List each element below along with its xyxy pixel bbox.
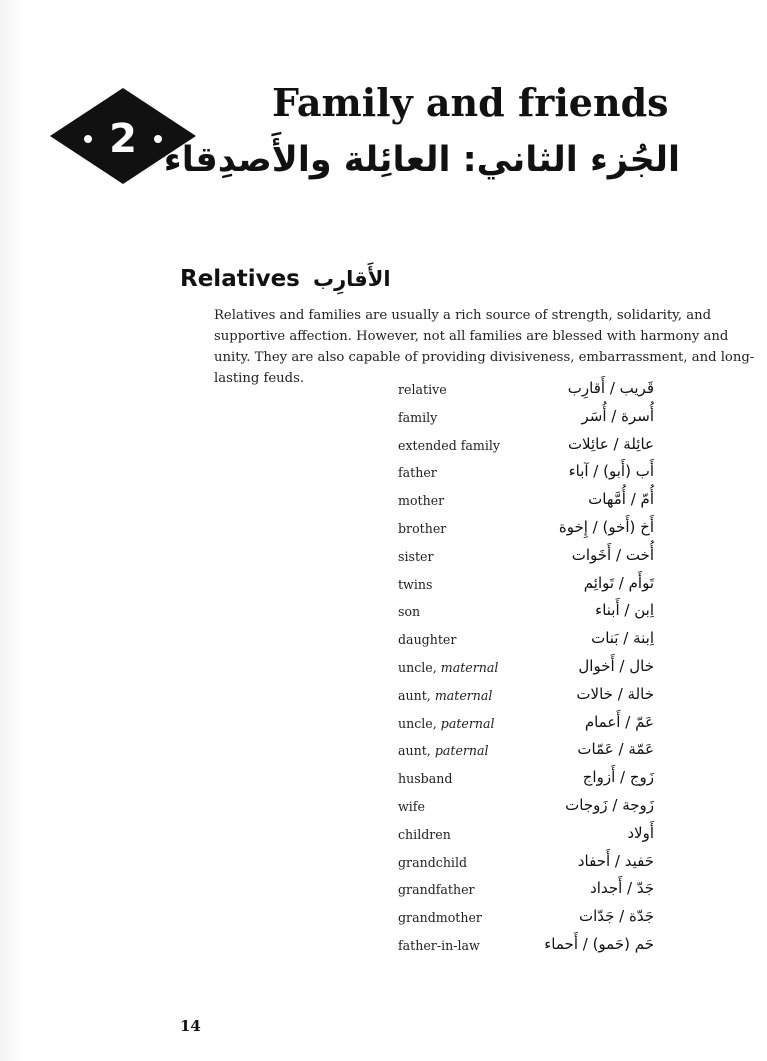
vocab-arabic-term: زَوج / أَزواج <box>582 768 654 787</box>
vocab-arabic-term: اِبنة / بَنات <box>591 629 654 648</box>
vocab-english-term <box>398 410 437 425</box>
vocab-english-word: children <box>398 826 451 842</box>
vocab-arabic-term: حَم (حَمو) / أَحماء <box>544 934 654 953</box>
vocab-english-term <box>398 632 456 647</box>
section-title-arabic: الأَقارِب <box>312 267 391 291</box>
vocab-arabic-term: زَوجة / زَوجات <box>565 795 654 814</box>
vocab-arabic-term: قَريب / أَقارِب <box>567 379 654 397</box>
vocab-english-word: father-in-law <box>398 937 480 953</box>
vocab-english-term <box>398 549 434 564</box>
vocab-arabic-term: أُخت / أَخَوات <box>571 545 654 564</box>
vocab-row <box>398 712 654 740</box>
vocab-arabic-term: حَفيد / أَحفاد <box>577 851 654 870</box>
page-edge-shadow <box>0 0 22 1061</box>
vocab-english-word: family <box>398 409 438 425</box>
vocab-english-term <box>398 493 444 508</box>
vocab-arabic-term: أَولاد <box>627 823 654 842</box>
vocab-english-term <box>398 799 425 814</box>
vocab-english-term <box>398 882 475 897</box>
vocab-row <box>398 517 654 545</box>
page-number: 14 <box>180 1017 201 1035</box>
vocab-english-term <box>398 716 495 731</box>
vocab-arabic-term: اِبن / أَبناء <box>595 601 654 620</box>
vocab-english-word: relative <box>398 382 447 397</box>
vocab-english-term <box>398 938 480 953</box>
vocabulary-list <box>398 378 654 962</box>
vocab-row <box>398 767 654 795</box>
vocab-qualifier: paternal <box>434 743 489 759</box>
vocab-english-term <box>398 577 432 592</box>
vocab-row <box>398 934 654 962</box>
vocab-row <box>398 906 654 934</box>
chapter-subtitle-arabic: الجُزء الثاني: العائِلة والأَصدِقاء <box>163 140 680 180</box>
vocab-qualifier: maternal <box>434 687 493 703</box>
vocab-english-term <box>398 521 446 536</box>
vocab-row <box>398 600 654 628</box>
vocab-row <box>398 823 654 851</box>
vocab-row <box>398 656 654 684</box>
vocab-english-term <box>398 604 420 619</box>
vocab-arabic-term: عَمّة / عَمّات <box>577 740 654 759</box>
section-heading <box>180 266 580 300</box>
vocab-arabic-term: أَخ (أَخو) / إِخوة <box>558 517 654 536</box>
vocab-arabic-term: أُسرة / أُسَر <box>581 406 654 425</box>
vocab-arabic-term: أَب (أَبو) / آباء <box>568 462 654 481</box>
vocab-arabic-term: جَدّ / أَجداد <box>590 879 654 898</box>
vocab-english-term <box>398 688 492 703</box>
vocab-english-word: aunt, <box>398 687 435 703</box>
vocab-row <box>398 739 654 767</box>
vocab-arabic-term: خال / أَخوال <box>578 656 654 675</box>
vocab-english-term <box>398 743 489 758</box>
vocab-arabic-term: تَوأَم / تَوائِم <box>583 573 654 592</box>
vocab-english-word: aunt, <box>398 743 435 759</box>
vocab-english-word: uncle, <box>398 659 441 675</box>
chapter-title: Family and friends <box>272 80 669 125</box>
vocab-row <box>398 573 654 601</box>
vocab-arabic-term: جَدّة / جَدّات <box>578 907 654 926</box>
vocab-english-word: husband <box>398 771 453 787</box>
vocab-english-word: daughter <box>398 632 457 648</box>
vocab-english-word: sister <box>398 548 434 564</box>
vocab-row <box>398 461 654 489</box>
vocab-row <box>398 489 654 517</box>
vocab-english-term <box>398 855 467 870</box>
vocab-english-term <box>398 827 451 842</box>
vocab-english-word: twins <box>398 576 433 592</box>
vocab-row <box>398 434 654 462</box>
vocab-arabic-term: خالة / خالات <box>576 684 654 703</box>
vocab-arabic-term: عَمّ / أَعمام <box>584 712 654 731</box>
vocab-english-word: grandchild <box>398 854 468 870</box>
vocab-row <box>398 684 654 712</box>
vocab-english-word: uncle, <box>398 715 441 731</box>
vocab-english-term <box>398 910 482 925</box>
intro-paragraph: Relatives and families are usually a rich source of strength, solidarity, and supportive affection. However, not all families are blessed with harmony and unity. They are also capable of providing divisiveness, embarrassment, and long-lasting feuds. <box>214 308 755 386</box>
vocab-english-term <box>398 438 500 453</box>
vocab-row <box>398 378 654 406</box>
vocab-english-term <box>398 382 447 397</box>
vocab-row <box>398 545 654 573</box>
vocab-row <box>398 878 654 906</box>
vocab-qualifier: maternal <box>440 659 499 675</box>
vocab-qualifier: paternal <box>440 715 495 731</box>
vocab-english-word: grandmother <box>398 910 482 926</box>
vocab-english-word: mother <box>398 493 445 509</box>
vocab-english-term <box>398 660 498 675</box>
vocab-row <box>398 628 654 656</box>
vocab-english-word: father <box>398 465 437 481</box>
vocab-row <box>398 795 654 823</box>
vocab-row <box>398 851 654 879</box>
vocab-english-word: wife <box>398 798 425 814</box>
vocab-english-word: son <box>398 604 421 620</box>
vocab-row <box>398 406 654 434</box>
vocab-english-term <box>398 771 452 786</box>
vocab-english-word: brother <box>398 520 447 536</box>
chapter-number: 2 <box>109 116 137 162</box>
vocab-english-word: grandfather <box>398 882 475 898</box>
section-title: Relatives <box>180 266 300 292</box>
vocab-arabic-term: أُمّ / أُمَّهات <box>588 490 654 509</box>
vocab-english-word: extended family <box>398 437 501 453</box>
vocab-arabic-term: عائِلة / عائِلات <box>567 434 654 453</box>
vocab-english-term <box>398 465 437 480</box>
